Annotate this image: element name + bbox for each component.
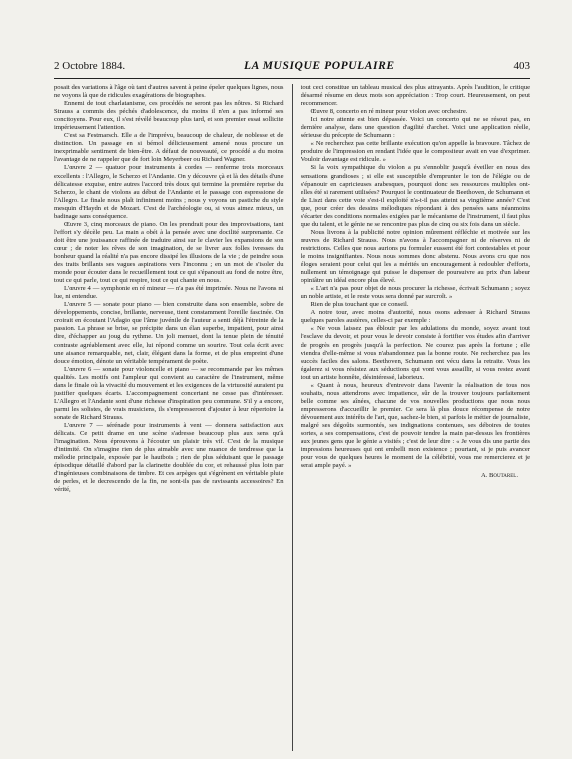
paragraph: Ici notre attente est bien dépassée. Voici un concerto qui ne se résout pas, en dernière analyse, dans une question d'agilité d'archet. Voici une application réelle, sérieuse du précepte de Schumann : [300, 116, 530, 140]
paragraph: L'œuvre 2 — quatuor pour instruments à cordes — renferme trois morceaux excellents : l'Allegro, le Scherzo et l'Andante. On y découvre çà et là des détails d'une délicatesse exquise, entre autres l'accord très doux qui termine la première reprise du Scherzo, le chant de violons au début de l'Andante et le passage con espressione de l'Allegro. Le finale nous plaît infiniment moins ; nous y voyons un pastiche du style mesquin d'Haydn et de Mozart. C'est de l'archéologie ou, si vous aimez mieux, un badinage sans conséquence. [54, 164, 284, 220]
right-column [301, 84, 531, 751]
paragraph: Nous livrons à la publicité notre opinion mûrement réfléchie et motivée sur les œuvres de Richard Strauss. Nous n'avons à l'accompagner ni de réserves ni de restrictions. Celles que nous aurions pu formuler eussent été fort contestables et pour le moins insignifiantes. Nous nous sommes donc abstenu. Nous avons cru que nos éloges seraient pour celui qui les a mérités un encouragement à redoubler d'efforts, nullement un témoignage qui puisse le dispenser de poursuivre au prix d'un labeur opiniâtre un idéal encore plus élevé. [300, 228, 530, 285]
running-header [54, 60, 530, 76]
paragraph: Ennemi de tout charlatanisme, ces procédés ne seront pas les nôtres. Si Richard Strauss a commis des péchés d'adolescence, du moins il n'en a pas informé ses concitoyens. Pour eux, il s'est révélé beaucoup plus tard, et son premier essai sollicite impérieusement l'attention. [54, 100, 284, 132]
paragraph: Œuvre 8, concerto en ré mineur pour violon avec orchestre. [310, 108, 468, 116]
paragraph: L'œuvre 5 — sonate pour piano — bien construite dans son ensemble, sobre de développements, concise, brillante, nerveuse, tient constamment l'oreille fascinée. On croirait en écoutant l'Adagio que l'âme juvénile de l'auteur a senti déjà l'étreinte de la passion. La phrase se brise, se précipite dans un élan superbe, impatient, pour ainsi dire, d'échapper au joug du rythme. Un joli menuet, dont la tenue plein de ténuité contraste agréablement avec elle, lui répond comme un sourire. Tout cela écrit avec une aisance remarquable, net, clair, élégant dans la forme, et de plus empreint d'une douce émotion, dénote un véritable tempérament de poète. [54, 301, 284, 365]
paragraph: « Quant à nous, heureux d'entrevoir dans l'avenir la réalisation de tous nos souhaits, nous attendrons avec impatience, sûr de la trouver toujours parfaitement belle comme ses aînées, chacune de vos nouvelles productions que nous nous empresserons d'accueillir le premier. Ce sera là plus douce récompense de notre dévouement aux intérêts de l'art, que, sachez-le bien, si parfois le métier de journaliste, malgré ses dégoûts surmontés, ses indignations contenues, ses déboires de toutes sortes, a ses compensations, c'est de pouvoir tendre la main par-dessus les frontières aux jeunes gens que le génie a visités ; c'est de leur dire : « Je vous dis une partie des impressions heureuses qui ont embelli mon existence ; pourtant, si je puis avancer pour vous de quelques heures le moment de la célébrité, vous me remercierez et je serai ample payé. » [300, 381, 530, 470]
paragraph: « L'art n'a pas pour objet de nous procurer la richesse, écrivait Schumann ; soyez un noble artiste, et le reste vous sera donné par surcroît. » [300, 285, 530, 301]
author-signature: A. Boutarel. [480, 472, 518, 480]
column-divider [292, 84, 293, 751]
paragraph: L'œuvre 7 — sérénade pour instruments à vent — donnera satisfaction aux délicats. Ce petit drame en une scène s'adresse beaucoup plus aux sens qu'à l'imagination. Nous éprouvons à l'écouter un plaisir très vif. C'est de la musique d'intimité. On s'imagine rien de plus aimable avec une nuance de tendresse que la mélodie principale, exposée par le hautbois ; rien de plus séduisant que le passage épisodique détaillé d'abord par la clarinette doublée du cor, et rehaussé plus loin par d'ingénieuses combinaisons de timbre. Et ces arpèges qui s'égrènent en véritable pluie de perles, et le decrescendo de la fin, ne sont-ils pas de ravissants accessoires? En vérité, [54, 421, 284, 494]
issue-date: 2 Octobre 1884. [54, 60, 126, 72]
header-rule [54, 78, 530, 79]
paragraph: Œuvre 3, cinq morceaux de piano. On les prendrait pour des improvisations, tant l'effort s'y décèle peu. La main a obéi à la pensée avec une docilité surprenante. Ce doit être une jouissance raffinée de traduire ainsi sur le clavier les expansions de son cœur ; de noter les rêves de son imagination, de se livrer aux folles ivresses du bonheur quand la réalité n'a pas encore dissipé les illusions de la vie ; de peindre sous des traits brillants ses vagues aspirations vers l'inconnu ; en un mot de s'isoler du monde pour écouter dans le recueillement tout ce qui s'épanouit au fond de notre être, tout ce qui parle, tout ce qui respire, tout ce qui chante en nous. [54, 220, 284, 285]
paragraph: tout ceci constitue un tableau musical des plus attrayants. Après l'audition, le critique désarmé résume en deux mots son appréciation : Trop court. Heureusement, on peut recommencer. [300, 84, 530, 108]
paragraph: Si la voix sympathique du violon a pu s'ennoblir jusqu'à éveiller en nous des sensations grandioses ; si elle est susceptible d'emprunter le ton de l'élégie ou de s'épanouir en capricieuses arabesques, pourquoi donc ses ressources multiples ont-elles été si rarement utilisées? Pourquoi le continuateur de Beethoven, de Schumann et de Liszt dans cette voie s'est-il exploité n'a-t-il pas atteint sa vingtième année? C'est que, pour créer des dessins mélodiques répondant à des pensées sans néanmoins s'écarter des conditions normales exigées par le mécanisme de l'instrument, il faut plus que du talent, et le génie ne se rencontre pas plus de cinq ou six fois dans un siècle. [300, 164, 530, 228]
paragraph: « Ne vous laissez pas éblouir par les adulations du monde, soyez avant tout l'esclave du devoir, et pour vous le devoir consiste à fortifier vos études afin d'arriver de progrès en progrès jusqu'à la perfection. Ne courez pas après la fortune ; elle viendra d'elle-même si vous n'abandonnez pas la bonne route. Ne recherchez pas les succès faciles des salons. Beethoven, Schumann ont vécu dans la retraite. Vous les égalerez si vous résistez aux séductions qui vont vous assaillir, si vous restez avant tout un artiste honnête, désintéressé, laborieux. [300, 325, 530, 381]
paragraph: C'est sa Festmarsch. Elle a de l'imprévu, beaucoup de chaleur, de noblesse et de distinction. Un passage en si bémol délicieusement amené nous procure un inexprimable sentiment de bien-être. A défaut de nouveauté, ce procédé a du moins l'avantage de ne rappeler que de fort loin Meyerbeer ou Richard Wagner. [54, 132, 284, 164]
journal-title: LA MUSIQUE POPULAIRE [244, 60, 395, 72]
text-columns [54, 84, 530, 751]
paragraph: posait des variations à l'âge où tant d'autres savent à peine épeler quelques lignes, nous ne voyons là que de ridicules exagérations de biographes. [54, 84, 284, 100]
paragraph: Rien de plus touchant que ce conseil. [310, 301, 409, 309]
paragraph: « Ne recherchez pas cette brillante exécution qu'on appelle la bravoure. Tâchez de produire de l'impression en rendant l'idée que le compositeur avait en vue d'exprimer. Vouloir davantage est ridicule. » [300, 140, 530, 164]
paragraph: L'œuvre 4 — symphonie en ré mineur — n'a pas été imprimée. Nous ne l'avons ni lue, ni entendue. [54, 285, 284, 301]
paragraph: A notre tour, avec moins d'autorité, nous osons adresser à Richard Strauss quelques paroles austères, celles-ci par exemple : [300, 309, 530, 325]
page-number: 403 [513, 60, 530, 72]
paragraph: L'œuvre 6 — sonate pour violoncelle et piano — se recommande par les mêmes qualités. Les motifs ont l'ampleur qui convient au caractère de l'instrument, même dans le finale où la vivacité du mouvement et les exigences de la virtuosité auraient pu justifier quelques écarts. L'accompagnement concertant ne cesse pas d'intéresser. L'Allegro et l'Andante sont d'une richesse d'inspiration peu commune. S'il y a encore, parmi les solistes, de vrais musiciens, ils s'empresseront d'ajouter à leur répertoire la sonate de Richard Strauss. [54, 365, 284, 421]
left-column [54, 84, 284, 751]
